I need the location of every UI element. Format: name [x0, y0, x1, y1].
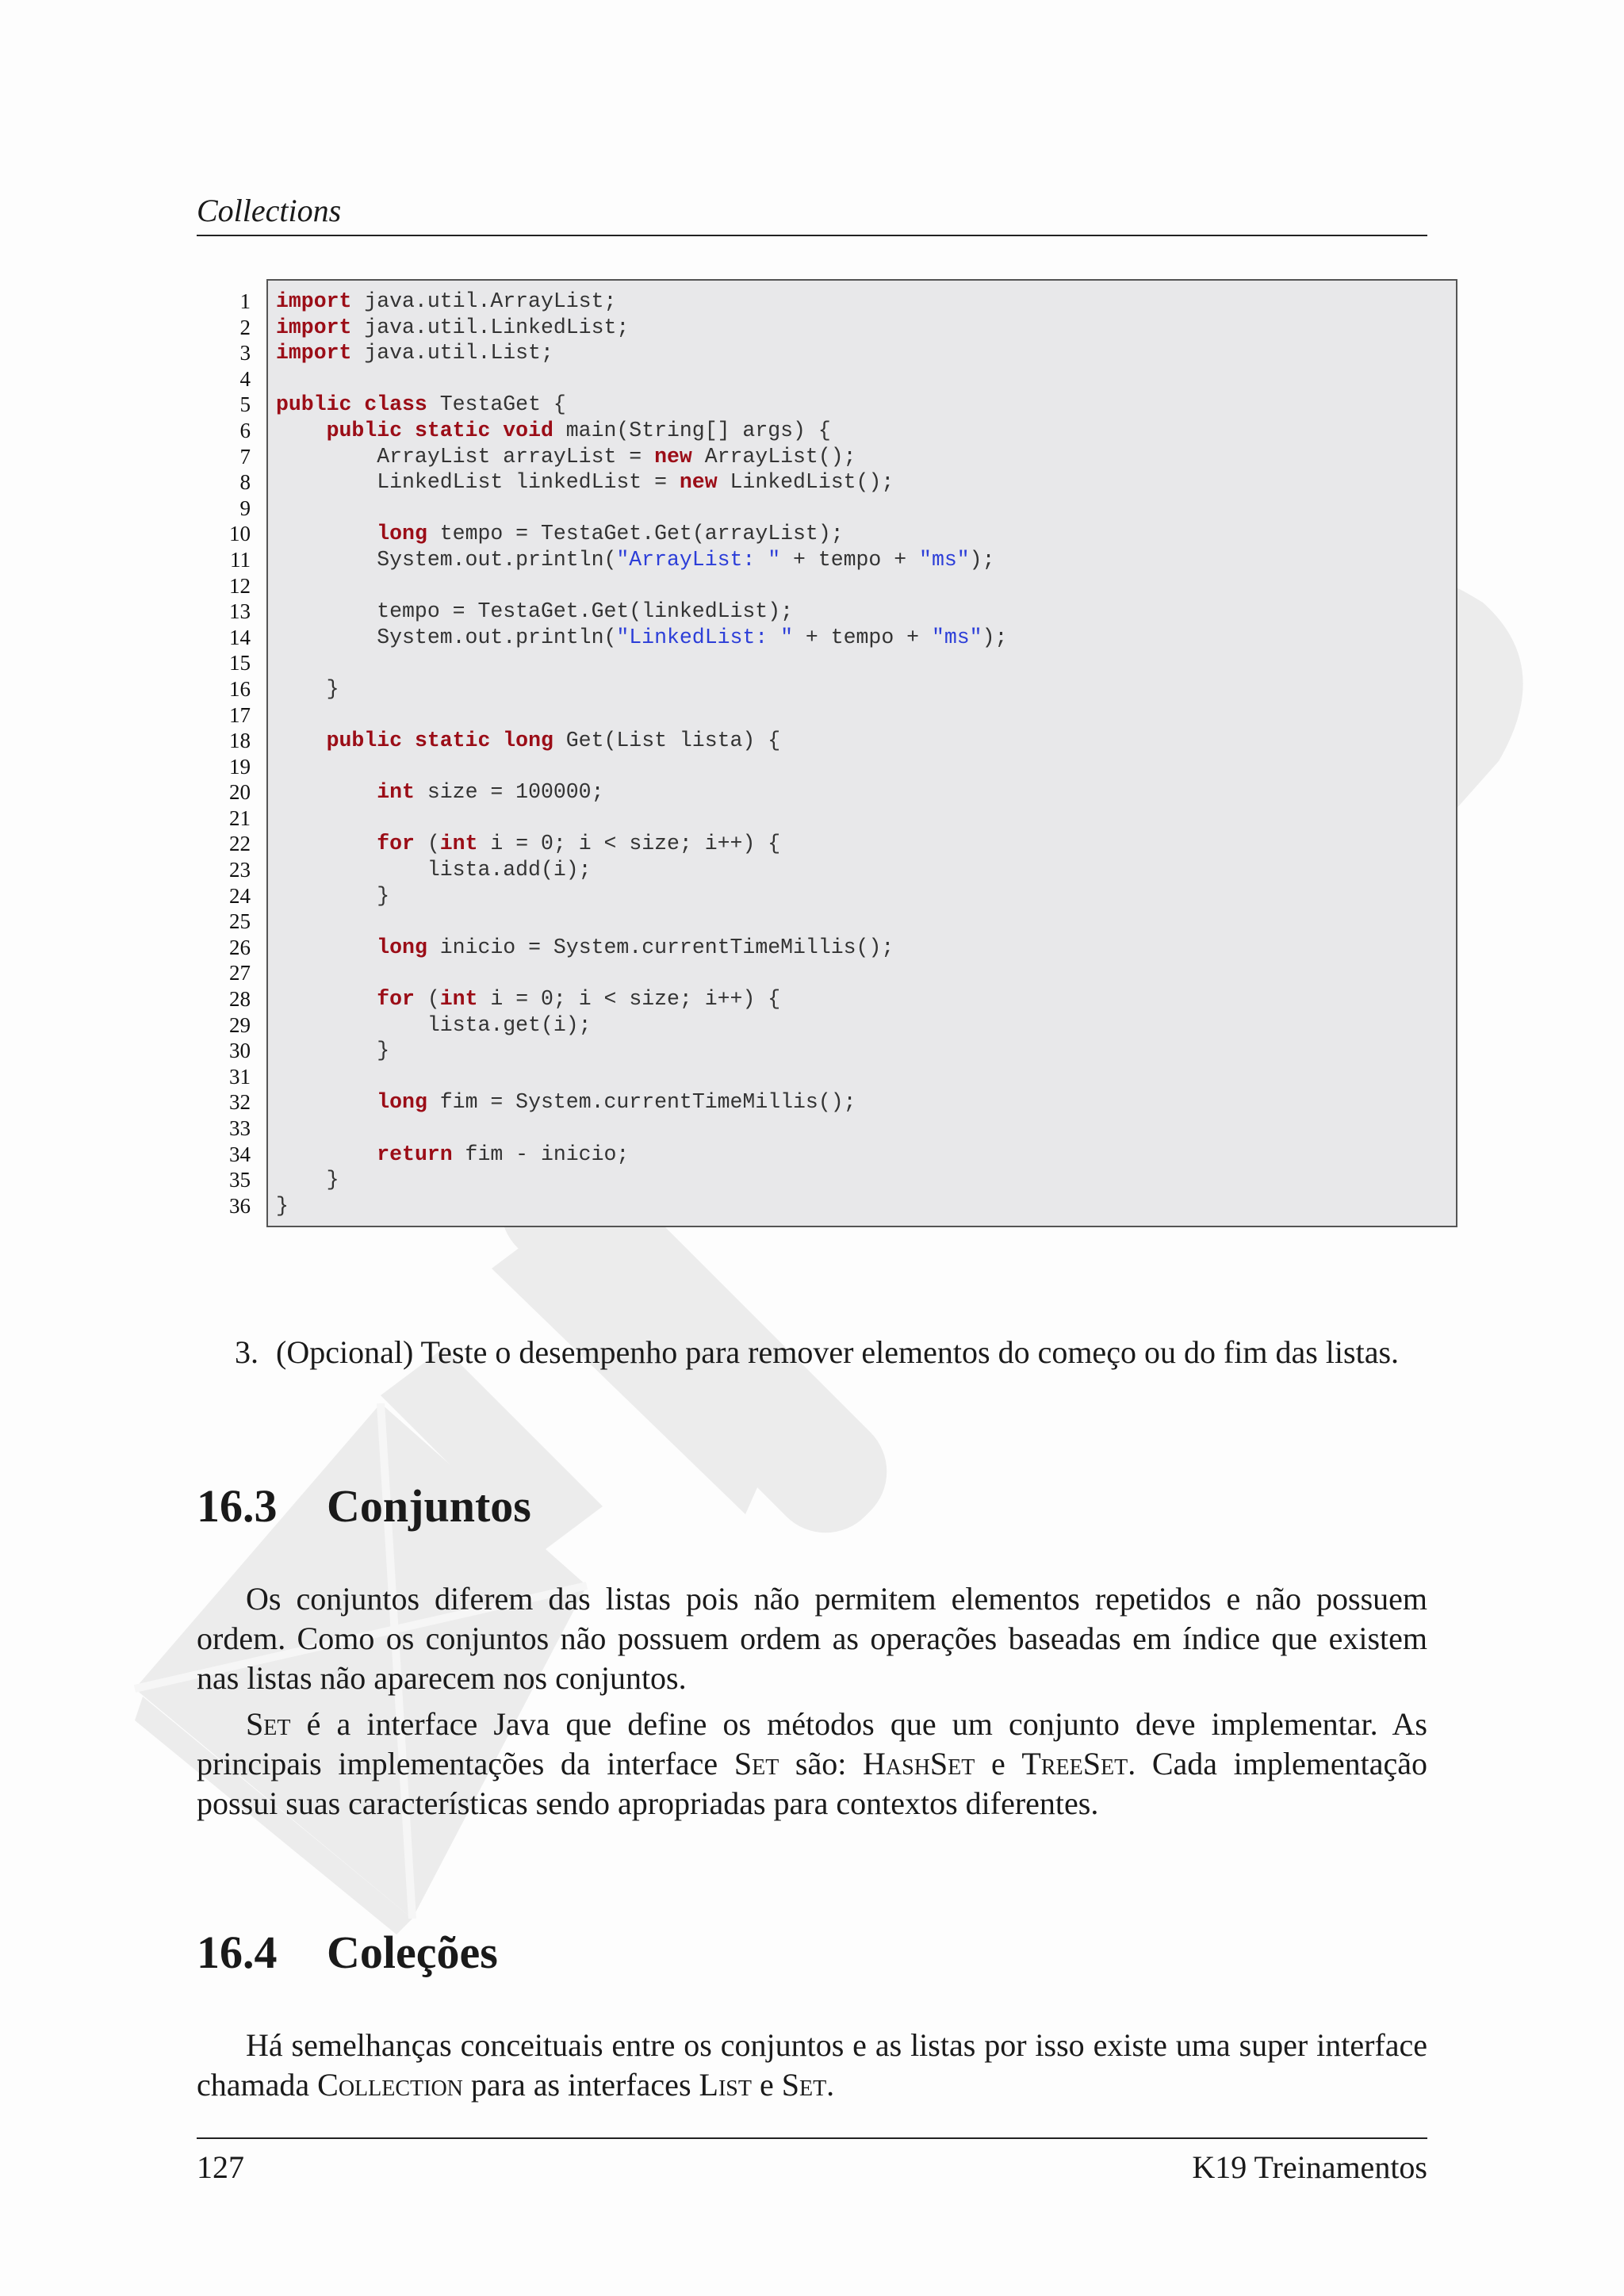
code-line	[276, 1115, 1450, 1142]
code-line	[276, 1064, 1450, 1090]
code-keyword: for	[377, 832, 415, 856]
code-keyword: import	[276, 289, 352, 313]
code-line	[276, 469, 1450, 496]
line-numbers	[197, 289, 251, 1219]
code-keyword: import	[276, 341, 352, 365]
code-keyword: public class	[276, 392, 427, 417]
code-line	[276, 806, 1450, 832]
code-text: (	[414, 987, 440, 1012]
code-keyword: long	[377, 1090, 427, 1115]
line-number: 30	[229, 1039, 251, 1063]
line-number: 12	[229, 573, 251, 598]
code-keyword: for	[377, 987, 415, 1012]
line-number: 36	[229, 1193, 251, 1218]
paragraph-conjuntos-1: Os conjuntos diferem das listas pois não permitem elementos repetidos e não possuem ordem. Como os conjuntos não possuem ordem as operações baseadas em índice que existem nas listas não aparecem nos conjuntos.	[197, 1581, 1427, 1696]
code-text: tempo = TestaGet.Get(arrayList);	[427, 522, 844, 546]
footer-rule	[197, 2137, 1427, 2139]
code-string: "LinkedList: "	[616, 625, 794, 649]
code-text: System.out.println(	[276, 625, 617, 649]
code-text: LinkedList();	[717, 470, 894, 495]
code-text: java.util.List;	[351, 341, 553, 365]
line-number: 7	[239, 444, 251, 469]
line-number: 3	[239, 341, 251, 365]
line-number: 18	[229, 729, 251, 753]
line-number: 2	[239, 315, 251, 339]
code-line	[276, 366, 1450, 392]
code-line	[276, 857, 1450, 883]
code-string: "ms"	[919, 547, 970, 572]
code-keyword: public static void	[326, 418, 553, 442]
text-run: são:	[779, 1746, 864, 1781]
code-text: (	[414, 832, 440, 856]
line-number: 15	[229, 651, 251, 675]
line-number: 14	[229, 625, 251, 649]
code-line	[276, 315, 1450, 341]
code-line	[276, 289, 1450, 315]
code-text: + tempo +	[793, 625, 932, 649]
code-text: lista.get(i);	[276, 1012, 592, 1037]
code-line	[276, 1193, 1450, 1219]
line-number: 6	[239, 418, 251, 442]
code-text	[276, 780, 377, 804]
code-text: System.out.println(	[276, 547, 617, 572]
line-number: 16	[229, 676, 251, 701]
code-string: "ms"	[931, 625, 982, 649]
line-number: 27	[229, 961, 251, 985]
small-caps-term: List	[699, 2067, 752, 2103]
code-text: Get(List lista) {	[553, 729, 781, 753]
code-keyword: long	[377, 522, 427, 546]
code-line	[276, 625, 1450, 651]
code-line	[276, 1038, 1450, 1064]
small-caps-term: Set	[781, 2067, 827, 2103]
code-text	[276, 1142, 377, 1166]
code-line	[276, 496, 1450, 522]
line-number: 28	[229, 987, 251, 1012]
code-content	[276, 289, 1450, 1219]
code-line	[276, 444, 1450, 470]
code-line	[276, 702, 1450, 729]
text-run: e	[975, 1746, 1022, 1781]
code-keyword: int	[377, 780, 415, 805]
code-text	[276, 987, 377, 1011]
code-line	[276, 599, 1450, 625]
small-caps-term: HashSet	[863, 1746, 975, 1781]
code-text: fim = System.currentTimeMillis();	[427, 1090, 856, 1115]
line-number: 1	[239, 289, 251, 313]
code-line	[276, 1167, 1450, 1193]
code-line	[276, 754, 1450, 780]
line-number: 29	[229, 1012, 251, 1037]
line-number: 23	[229, 858, 251, 882]
code-text: );	[982, 625, 1008, 649]
code-text: inicio = System.currentTimeMillis();	[427, 935, 894, 959]
code-text	[276, 522, 377, 545]
code-keyword: new	[679, 470, 718, 495]
code-string: "ArrayList: "	[616, 547, 781, 572]
code-keyword: return	[377, 1142, 453, 1166]
code-text: i = 0; i < size; i++) {	[477, 832, 781, 856]
code-line	[276, 883, 1450, 909]
code-line	[276, 418, 1450, 444]
code-line	[276, 960, 1450, 986]
code-text: }	[276, 1039, 390, 1063]
line-number: 20	[229, 780, 251, 805]
code-line	[276, 779, 1450, 806]
paragraph-colecoes-1	[197, 2026, 1427, 2105]
small-caps-term: TreeSet	[1021, 1746, 1128, 1781]
code-text	[276, 1090, 377, 1114]
code-line	[276, 547, 1450, 573]
code-text: }	[276, 1168, 339, 1192]
code-line	[276, 1142, 1450, 1168]
text-run: .	[826, 2067, 835, 2103]
text-run: para as interfaces	[462, 2067, 699, 2103]
line-number: 8	[239, 470, 251, 495]
code-text: ArrayList arrayList =	[276, 444, 655, 469]
line-number: 33	[229, 1116, 251, 1140]
code-text	[276, 419, 327, 442]
page-number: 127	[197, 2149, 244, 2185]
code-keyword: import	[276, 315, 352, 339]
code-keyword: new	[654, 444, 692, 469]
line-number: 19	[229, 754, 251, 779]
code-text: }	[276, 676, 339, 701]
code-text: tempo = TestaGet.Get(linkedList);	[276, 599, 794, 624]
code-text: + tempo +	[780, 547, 920, 572]
line-number: 5	[239, 392, 251, 417]
code-text: lista.add(i);	[276, 858, 592, 882]
code-line	[276, 1089, 1450, 1115]
code-text	[276, 936, 377, 959]
section-heading-conjuntos	[197, 1479, 1427, 1534]
code-line	[276, 650, 1450, 676]
code-line	[276, 573, 1450, 599]
exercise-item	[235, 1332, 1427, 1373]
small-caps-term: Set	[733, 1746, 779, 1781]
text-run: . Cada implementação possui suas características sendo apropriadas para contextos diferentes.	[197, 1746, 1428, 1821]
code-line	[276, 935, 1450, 961]
line-number: 32	[229, 1090, 251, 1115]
code-line	[276, 909, 1450, 935]
code-text: fim - inicio;	[452, 1142, 630, 1166]
code-keyword: public static long	[326, 729, 553, 753]
code-line	[276, 986, 1450, 1012]
exercise-text: (Opcional) Teste o desempenho para remover elementos do começo ou do fim das listas.	[276, 1334, 1400, 1370]
running-head: Collections	[197, 193, 342, 228]
code-text: ArrayList();	[691, 444, 856, 469]
code-text: main(String[] args) {	[553, 418, 831, 442]
small-caps-term: Set	[246, 1706, 291, 1742]
text-run: Há semelhanças conceituais entre os conjuntos e as listas por isso existe uma super interface chamada	[197, 2027, 1427, 2103]
section-title: Coleções	[327, 1927, 498, 1978]
code-line	[276, 728, 1450, 754]
line-number: 31	[229, 1064, 251, 1089]
code-text	[276, 729, 327, 752]
code-text: }	[276, 1193, 289, 1218]
code-text: size = 100000;	[414, 780, 604, 805]
line-number: 9	[239, 496, 251, 520]
line-number: 26	[229, 935, 251, 959]
code-keyword: long	[377, 935, 427, 959]
code-line	[276, 340, 1450, 366]
section-title: Conjuntos	[327, 1480, 531, 1532]
code-keyword: int	[439, 832, 478, 856]
footer-title: K19 Treinamentos	[1192, 2149, 1427, 2185]
line-number: 35	[229, 1168, 251, 1192]
paragraph-conjuntos-2	[197, 1705, 1427, 1823]
code-line	[276, 392, 1450, 418]
line-number: 22	[229, 832, 251, 856]
code-text: java.util.ArrayList;	[351, 289, 617, 313]
code-text: }	[276, 883, 390, 908]
code-text: );	[969, 547, 995, 572]
line-number: 4	[239, 366, 251, 391]
line-number: 21	[229, 806, 251, 830]
exercise-number: 3.	[235, 1334, 259, 1370]
code-line	[276, 676, 1450, 702]
small-caps-term: Collection	[317, 2067, 463, 2103]
code-text: TestaGet {	[427, 392, 566, 417]
code-text: java.util.LinkedList;	[351, 315, 630, 339]
code-text	[276, 832, 377, 855]
code-line	[276, 831, 1450, 857]
code-text: i = 0; i < size; i++) {	[477, 987, 781, 1012]
code-listing	[197, 279, 1457, 1227]
code-line	[276, 521, 1450, 547]
section-number: 16.4	[197, 1927, 278, 1978]
text-run: é a interface Java que define os métodos que um conjunto deve implementar. As principais implementações da interface	[197, 1706, 1427, 1781]
line-number: 13	[229, 599, 251, 624]
code-text: LinkedList linkedList =	[276, 470, 680, 495]
code-keyword: int	[439, 987, 478, 1012]
line-number: 17	[229, 702, 251, 727]
section-number: 16.3	[197, 1480, 278, 1532]
line-number: 11	[230, 547, 251, 572]
line-number: 25	[229, 909, 251, 934]
line-number: 24	[229, 883, 251, 908]
line-number: 10	[229, 522, 251, 546]
header-rule	[197, 235, 1427, 236]
line-number: 34	[229, 1142, 251, 1166]
text-run: e	[751, 2067, 782, 2103]
code-line	[276, 1012, 1450, 1039]
section-heading-colecoes	[197, 1925, 1427, 1980]
